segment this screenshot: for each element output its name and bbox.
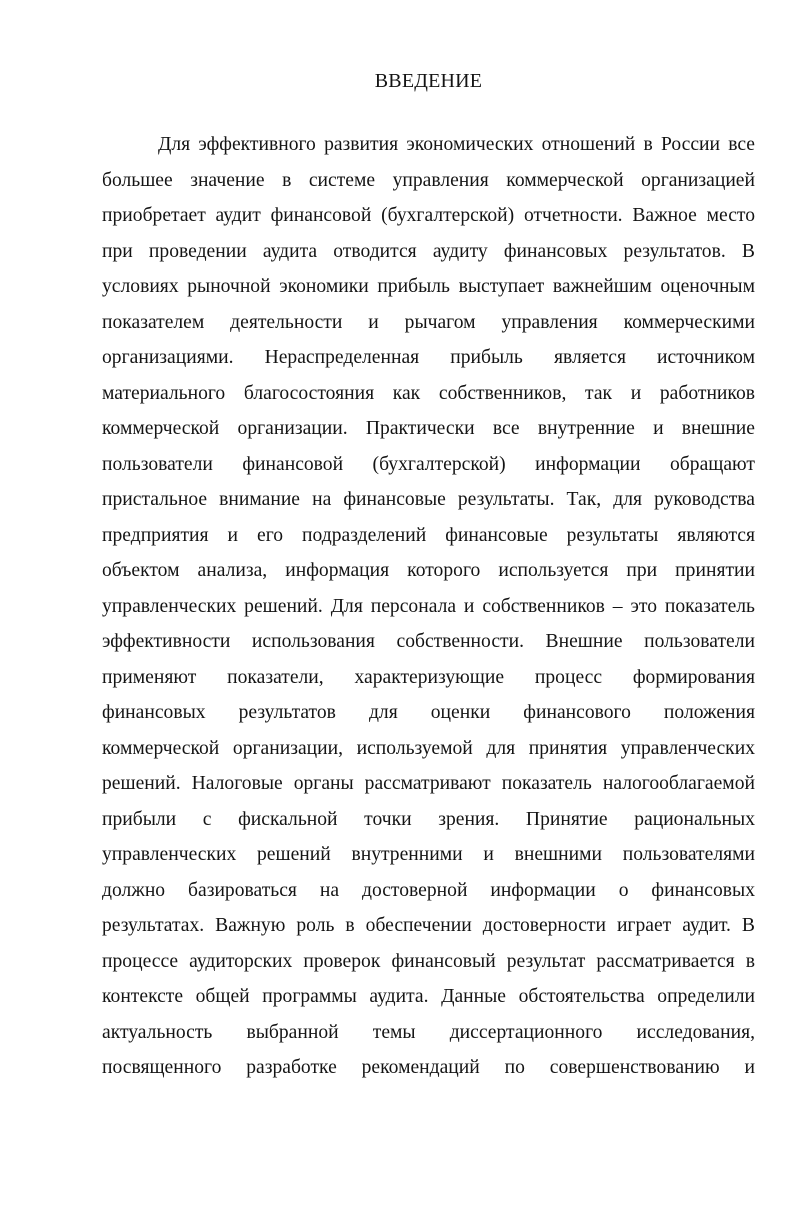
text-line: организациями. Нераспределенная прибыль является источником	[102, 347, 755, 368]
text-line: процессе аудиторских проверок финансовый результат рассматривается в	[102, 950, 755, 972]
text-line: предприятия и его подразделений финансовые результаты являются	[102, 524, 755, 546]
text-line: финансовых результатов для оценки финансового положения	[102, 702, 755, 723]
text-line: управленческих решений. Для персонала и собственников – это показатель	[102, 595, 755, 617]
text-line: условиях рыночной экономики прибыль выступает важнейшим оценочным	[102, 276, 755, 297]
text-line: при проведении аудита отводится аудиту финансовых результатов. В	[102, 240, 755, 262]
text-line: материального благосостояния как собственников, так и работников	[102, 382, 755, 404]
text-line: приобретает аудит финансовой (бухгалтерской) отчетности. Важное место	[102, 205, 755, 226]
text-line: контексте общей программы аудита. Данные обстоятельства определили	[102, 986, 755, 1007]
text-line: прибыли с фискальной точки зрения. Принятие рациональных	[102, 808, 755, 830]
text-line: объектом анализа, информация которого используется при принятии	[102, 560, 755, 581]
page-title: ВВЕДЕНИЕ	[374, 70, 483, 92]
text-line: должно базироваться на достоверной информации о финансовых	[102, 879, 755, 901]
text-line: актуальность выбранной темы диссертационного исследования,	[102, 1021, 755, 1043]
text-line: большее значение в системе управления коммерческой организацией	[102, 169, 755, 191]
body-text	[102, 127, 755, 1086]
text-line: пристальное внимание на финансовые результаты. Так, для руководства	[102, 489, 755, 510]
text-line: Для эффективного развития экономических отношений в России все	[158, 134, 755, 155]
text-line: решений. Налоговые органы рассматривают показатель налогооблагаемой	[102, 773, 755, 794]
text-line: коммерческой организации, используемой для принятия управленческих	[102, 737, 755, 759]
text-line: показателем деятельности и рычагом управления коммерческими	[102, 311, 755, 333]
text-line: посвященного разработке рекомендаций по совершенствованию и	[102, 1057, 755, 1078]
text-line: эффективности использования собственности. Внешние пользователи	[102, 631, 755, 652]
text-line: применяют показатели, характеризующие процесс формирования	[102, 666, 755, 688]
text-line: пользователи финансовой (бухгалтерской) информации обращают	[102, 453, 755, 475]
text-line: коммерческой организации. Практически все внутренние и внешние	[102, 418, 755, 439]
text-line: управленческих решений внутренними и внешними пользователями	[102, 844, 755, 865]
text-line: результатах. Важную роль в обеспечении достоверности играет аудит. В	[102, 915, 755, 936]
